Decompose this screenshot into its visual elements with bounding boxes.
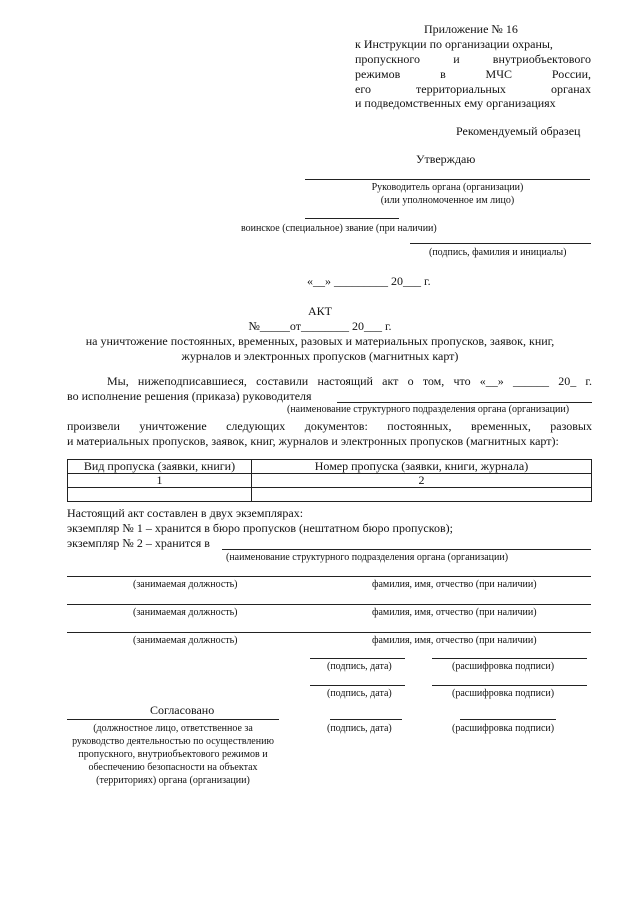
dept-line bbox=[337, 402, 592, 403]
signatory-name: фамилия, имя, отчество (при наличии) bbox=[372, 635, 537, 646]
destroyed-documents-table bbox=[67, 459, 592, 502]
decode-caption: (расшифровка подписи) bbox=[452, 661, 555, 672]
signatory-line-1 bbox=[67, 576, 591, 577]
appendix-title: Приложение № 16 bbox=[424, 22, 518, 36]
sign-line-3 bbox=[330, 719, 402, 720]
head-caption-1: Руководитель органа (организации) bbox=[371, 182, 524, 193]
sample-note: Рекомендуемый образец bbox=[456, 124, 581, 138]
appendix-line-3: режимов в МЧС России, bbox=[355, 67, 591, 81]
table-header-cell: Вид пропуска (заявки, книги) bbox=[68, 460, 252, 474]
decode-line-3 bbox=[460, 719, 556, 720]
appendix-line-2: пропускного и внутриобъектового bbox=[355, 52, 591, 66]
dept-caption: (наименование структурного подразделения органа (организации) bbox=[287, 404, 570, 415]
signature-line bbox=[410, 243, 591, 244]
para1-line1: Мы, нижеподписавшиеся, составили настоящий акт о том, что «__» ______ 20_ г. bbox=[107, 374, 592, 388]
decode-caption: (расшифровка подписи) bbox=[452, 723, 555, 734]
sign-line-2 bbox=[310, 685, 405, 686]
para2-line1: произвели уничтожение следующих документов: постоянных, временных, разовых bbox=[67, 419, 592, 433]
signature-caption: (подпись, фамилия и инициалы) bbox=[429, 247, 567, 258]
approval-date: «__» _________ 20___ г. bbox=[307, 274, 431, 288]
approval-heading: Утверждаю bbox=[416, 152, 476, 166]
act-title: АКТ bbox=[308, 304, 332, 318]
table-cell: 2 bbox=[252, 474, 592, 488]
copy-2: экземпляр № 2 – хранится в bbox=[67, 536, 210, 550]
decode-line-1 bbox=[432, 658, 587, 659]
copy-1: экземпляр № 1 – хранится в бюро пропусков (нештатном бюро пропусков); bbox=[67, 521, 453, 535]
signatory-name: фамилия, имя, отчество (при наличии) bbox=[372, 607, 537, 618]
act-subject-1: на уничтожение постоянных, временных, разовых и материальных пропусков, заявок, книг, bbox=[85, 334, 555, 348]
signatory-position: (занимаемая должность) bbox=[133, 607, 238, 618]
rank-caption: воинское (специальное) звание (при наличии) bbox=[241, 223, 437, 234]
agreed-caption-4: обеспечению безопасности на объектах bbox=[88, 762, 258, 773]
signatory-line-2 bbox=[67, 604, 591, 605]
agreed-caption-5: (территориях) органа (организации) bbox=[96, 775, 250, 786]
para2-line2: и материальных пропусков, заявок, книг, журналов и электронных пропусков (магнитных карт): bbox=[67, 434, 559, 448]
act-subject-2: журналов и электронных пропусков (магнитных карт) bbox=[181, 349, 459, 363]
rank-line bbox=[305, 218, 399, 219]
table-cell bbox=[252, 488, 592, 502]
head-line bbox=[305, 179, 590, 180]
signatory-name: фамилия, имя, отчество (при наличии) bbox=[372, 579, 537, 590]
agreed-caption-1: (должностное лицо, ответственное за bbox=[93, 723, 253, 734]
signatory-position: (занимаемая должность) bbox=[133, 579, 238, 590]
agreed-heading: Согласовано bbox=[150, 703, 215, 717]
table-header-cell: Номер пропуска (заявки, книги, журнала) bbox=[252, 460, 592, 474]
table-cell: 1 bbox=[68, 474, 252, 488]
copy2-caption: (наименование структурного подразделения органа (организации) bbox=[226, 552, 509, 563]
appendix-line-1: к Инструкции по организации охраны, bbox=[355, 37, 553, 51]
para1-line2: во исполнение решения (приказа) руководителя bbox=[67, 389, 312, 403]
table-header-row bbox=[68, 460, 592, 474]
sign-caption: (подпись, дата) bbox=[327, 723, 392, 734]
copy2-line bbox=[222, 549, 591, 550]
agreed-line bbox=[67, 719, 279, 720]
agreed-caption-3: пропускного, внутриобъектового режимов и bbox=[78, 749, 268, 760]
table-row bbox=[68, 474, 592, 488]
decode-caption: (расшифровка подписи) bbox=[452, 688, 555, 699]
decode-line-2 bbox=[432, 685, 587, 686]
appendix-line-4: его территориальных органах bbox=[355, 82, 591, 96]
sign-line-1 bbox=[310, 658, 405, 659]
sign-caption: (подпись, дата) bbox=[327, 688, 392, 699]
head-caption-2: (или уполномоченное им лицо) bbox=[380, 195, 515, 206]
act-number: №_____от________ 20___ г. bbox=[248, 319, 392, 333]
signatory-line-3 bbox=[67, 632, 591, 633]
agreed-caption-2: руководство деятельностью по осуществлению bbox=[72, 736, 274, 747]
appendix-line-5: и подведомственных ему организациях bbox=[355, 96, 556, 110]
copies-intro: Настоящий акт составлен в двух экземплярах: bbox=[67, 506, 304, 520]
signatory-position: (занимаемая должность) bbox=[133, 635, 238, 646]
table-cell bbox=[68, 488, 252, 502]
table-row bbox=[68, 488, 592, 502]
sign-caption: (подпись, дата) bbox=[327, 661, 392, 672]
